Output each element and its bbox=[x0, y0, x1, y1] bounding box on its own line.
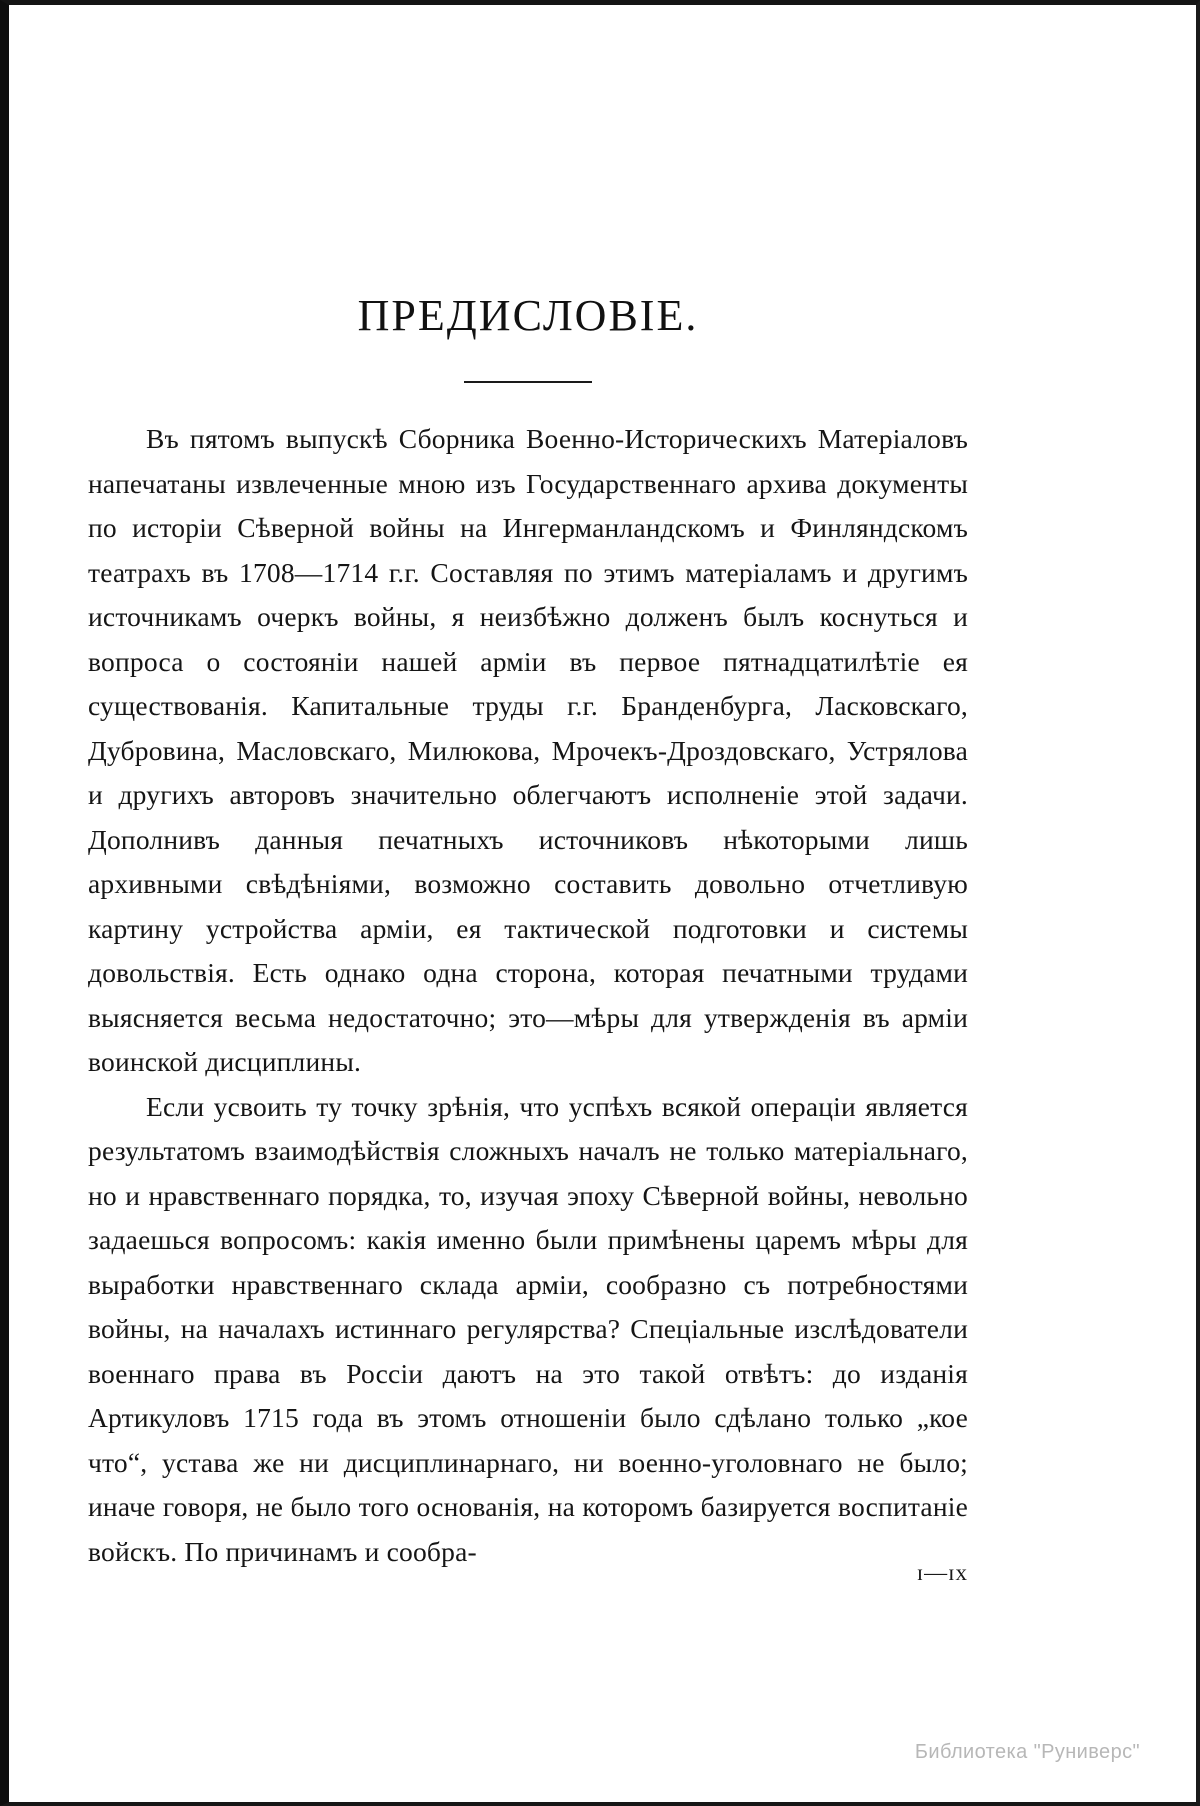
title-divider bbox=[464, 381, 592, 383]
library-watermark: Библиотека "Руниверс" bbox=[914, 1741, 1140, 1763]
page-title: ПРЕДИСЛОВІЕ. bbox=[357, 291, 699, 340]
page-number: ɪ—ɪx bbox=[916, 1560, 968, 1585]
paragraph-1: Въ пятомъ выпускѣ Сборника Военно-Историческихъ Матеріаловъ напечатаны извлеченные мною изъ Государственнаго архива документы по исторіи Сѣверной войны на Ингерманландскомъ и Финляндскомъ театрахъ въ 1708—1714 г.г. Составляя по этимъ матеріаламъ и другимъ источникамъ очеркъ войны, я неизбѣжно долженъ былъ коснуться и вопроса о состояніи нашей арміи въ первое пятнадцатилѣтіе ея существованія. Капитальные труды г.г. Бранденбурга, Ласковскаго, Дубровина, Масловскаго, Милюкова, Мрочекъ-Дроздовскаго, Устрялова и другихъ авторовъ значительно облегчаютъ исполненіе этой задачи. Дополнивъ данныя печатныхъ источниковъ нѣкоторыми лишь архивными свѣдѣніями, возможно составить довольно отчетливую картину устройства арміи, ея тактической подготовки и системы довольствія. Есть однако одна сторона, которая печатными трудами выясняется весьма недостаточно; это—мѣры для утвержденія въ арміи воинской дисциплины. bbox=[88, 423, 968, 1077]
body-text bbox=[88, 417, 968, 1574]
page-content bbox=[88, 290, 968, 1574]
paragraph-2: Если усвоить ту точку зрѣнія, что успѣхъ всякой операціи является результатомъ взаимодѣйствія сложныхъ началъ не только матеріальнаго, но и нравственнаго порядка, то, изучая эпоху Сѣверной войны, невольно задаешься вопросомъ: какія именно были примѣнены царемъ мѣры для выработки нравственнаго склада арміи, сообразно съ потребностями войны, на началахъ истиннаго регулярства? Спеціальные изслѣдователи военнаго права въ Россіи даютъ на это такой отвѣтъ: до изданія Артикуловъ 1715 года въ этомъ отношеніи было сдѣлано только „кое что“, устава же ни дисциплинарнаго, ни военно-уголовнаго не было; иначе говоря, не было того основанія, на которомъ базируется воспитаніе войскъ. По причинамъ и сообра- bbox=[88, 1090, 968, 1567]
